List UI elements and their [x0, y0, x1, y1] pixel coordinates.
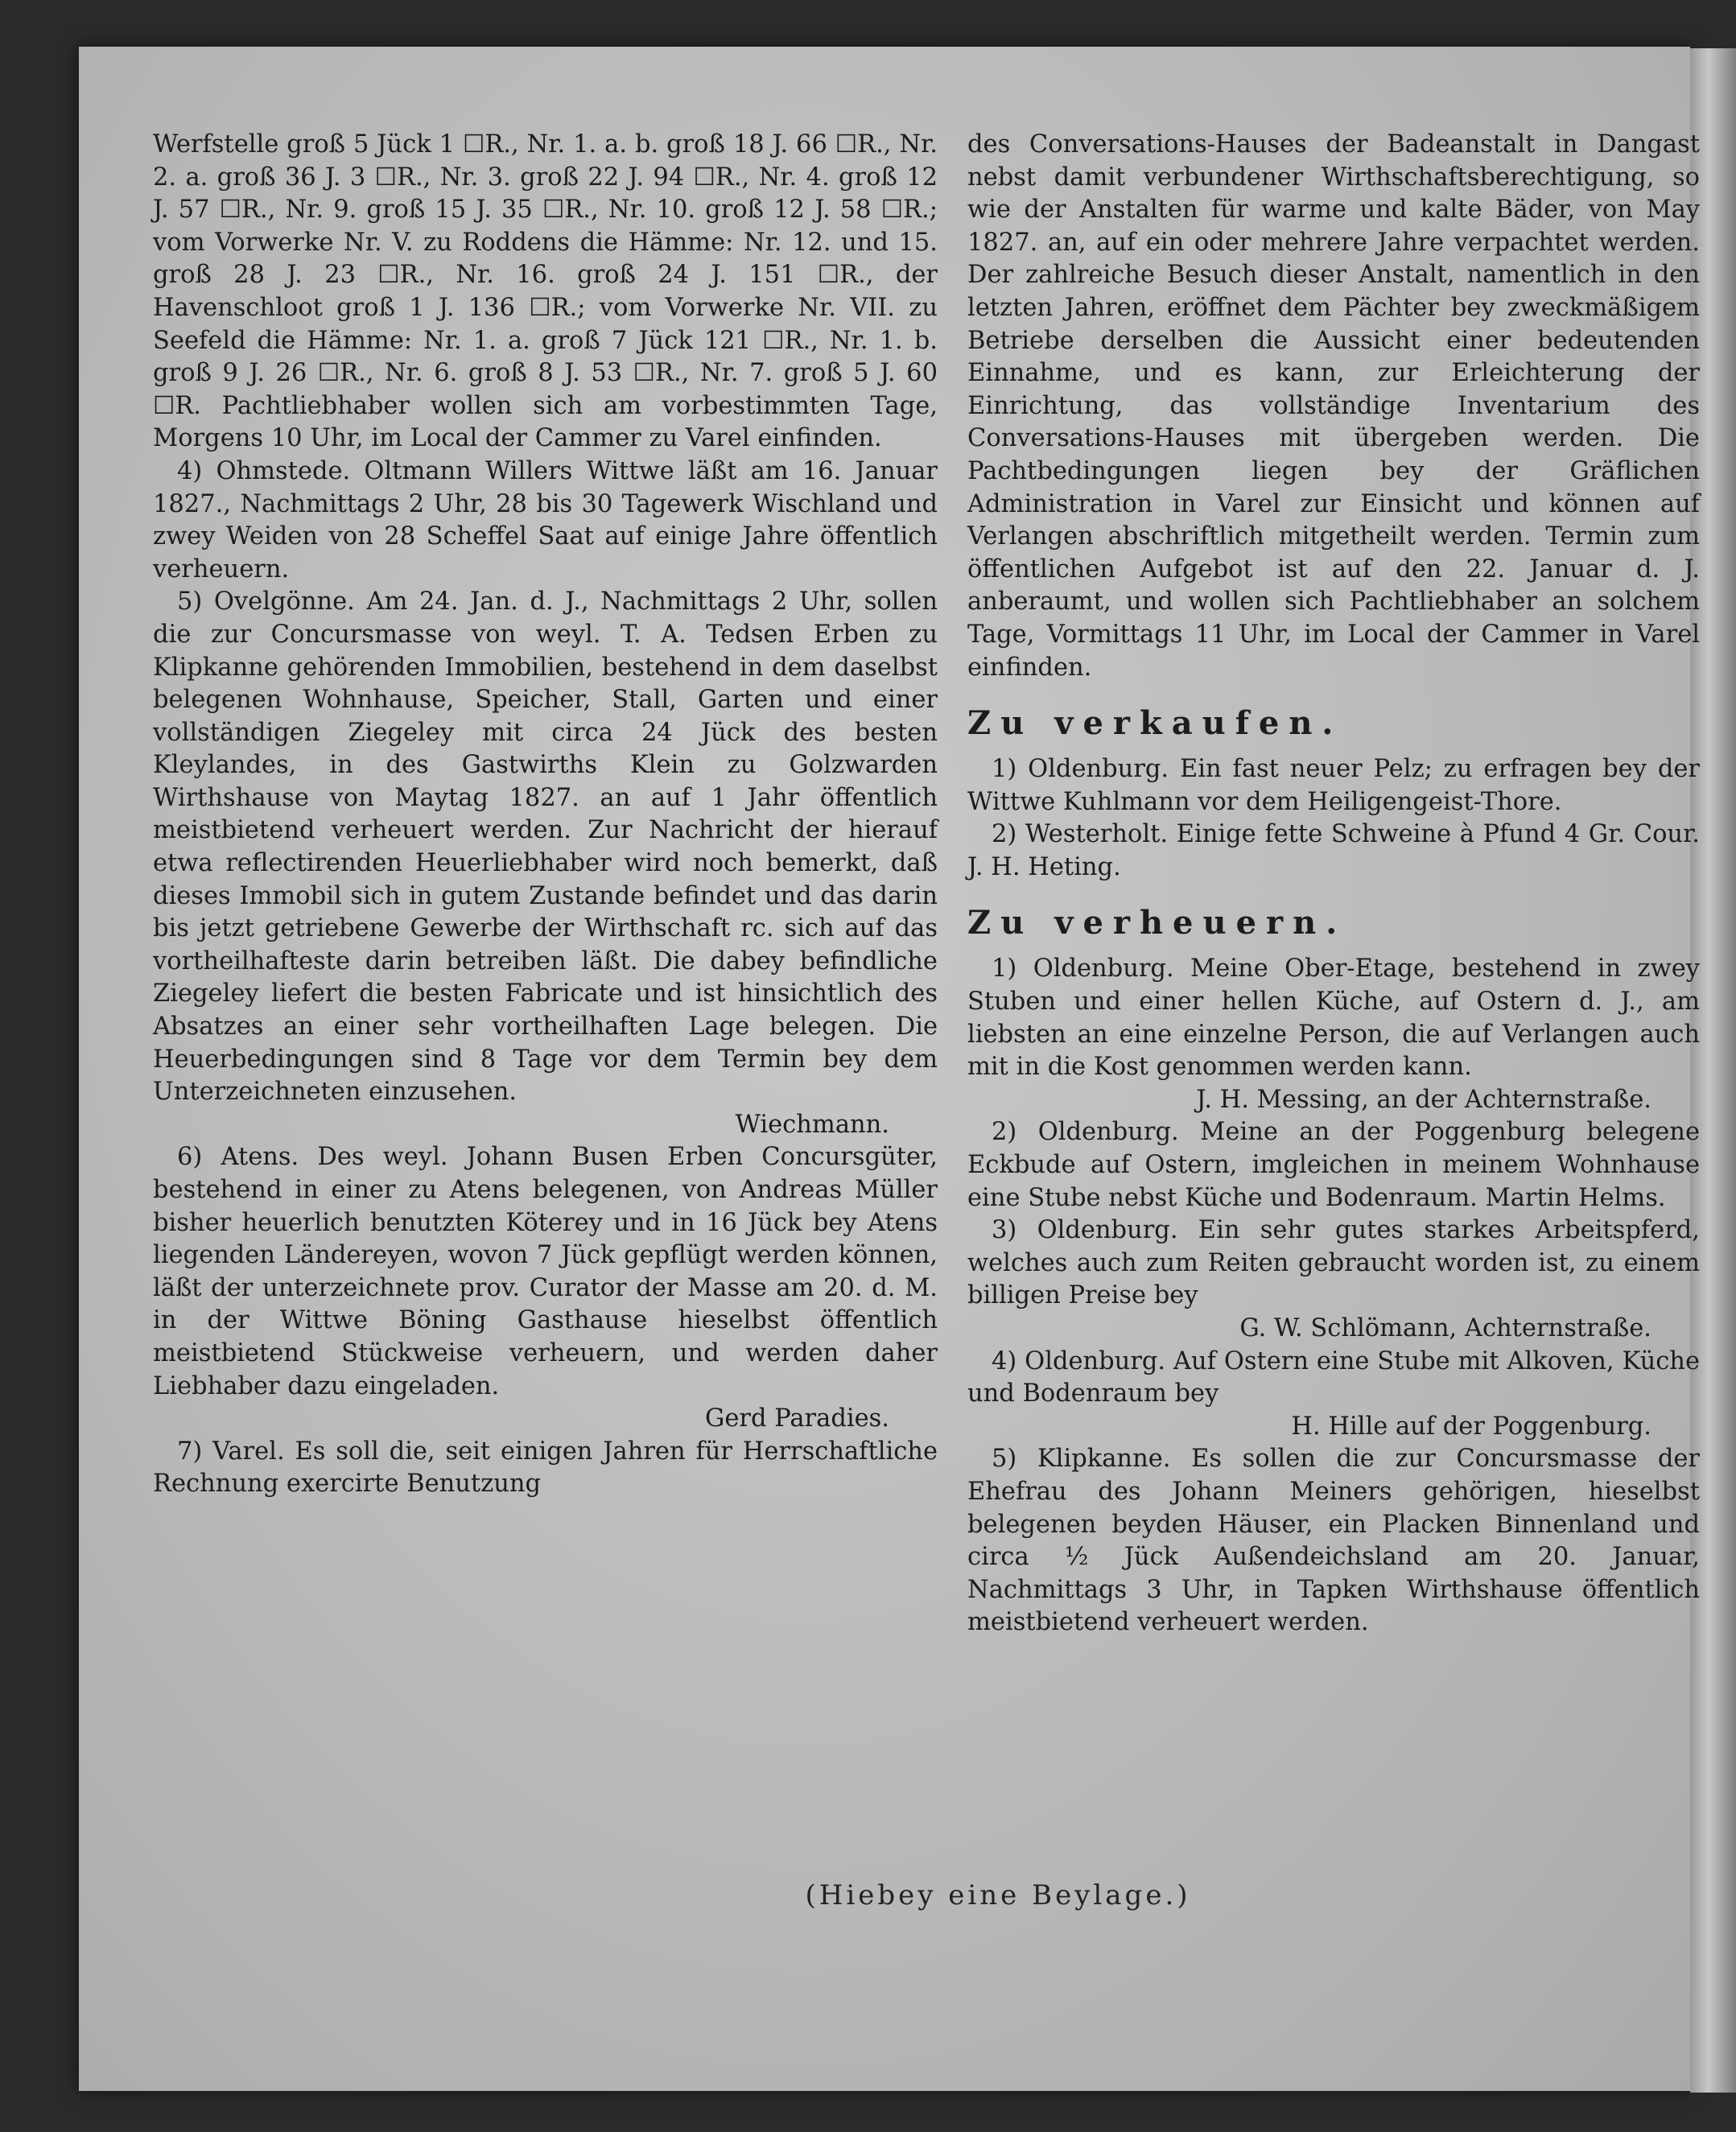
notice-paragraph: 2) Oldenburg. Meine an der Poggenburg belegene Eckbude auf Ostern, imgleichen in meinem Wohnhause eine Stube nebst Küche und Bodenraum. Martin Helms.	[967, 1118, 1700, 1212]
notice-paragraph: 1) Oldenburg. Ein fast neuer Pelz; zu erfragen bey der Wittwe Kuhlmann vor dem Heiligengeist-Thore.	[967, 755, 1700, 816]
signature-line: H. Hille auf der Poggenburg.	[1291, 1412, 1651, 1441]
notice-paragraph: 6) Atens. Des weyl. Johann Busen Erben Concursgüter, bestehend in einer zu Atens belegenen, von Andreas Müller bisher heuerlich benutzten Köterey und in 16 Jück bey Atens liegenden Ländereyen, wovon 7 Jück gepflügt werden können, läßt der unterzeichnete prov. Curator der Masse am 20. d. M. in der Wittwe Böning Gasthause hieselbst öffentlich meistbietend Stückweise verheuern, und werden daher Liebhaber dazu eingeladen.	[153, 1143, 938, 1400]
notice-paragraph: 4) Oldenburg. Auf Ostern eine Stube mit Alkoven, Küche und Bodenraum bey	[967, 1346, 1700, 1408]
signature-line: Gerd Paradies.	[705, 1404, 889, 1433]
notice-paragraph: 3) Oldenburg. Ein sehr gutes starkes Arbeitspferd, welches auch zum Reiten gebraucht worden ist, zu einem billigen Preise bey	[967, 1216, 1700, 1310]
notice-paragraph: 7) Varel. Es soll die, seit einigen Jahren für Herrschaftliche Rechnung exercirte Benutzung	[153, 1437, 938, 1499]
notice-paragraph: 5) Klipkanne. Es sollen die zur Concursmasse der Ehefrau des Johann Meiners gehörigen, hieselbst belegenen beyden Häuser, ein Placken Binnenland und circa ½ Jück Außendeichsland am 20. Januar, Nachmittags 3 Uhr, in Tapken Wirthshause öffentlich meistbietend verheuert werden.	[967, 1445, 1700, 1637]
notice-paragraph: Werfstelle groß 5 Jück 1 ☐R., Nr. 1. a. b. groß 18 J. 66 ☐R., Nr. 2. a. groß 36 J. 3 ☐R., Nr. 3. groß 22 J. 94 ☐R., Nr. 4. groß 12 J. 57 ☐R., Nr. 9. groß 15 J. 35 ☐R., Nr. 10. groß 12 J. 58 ☐R.; vom Vorwerke Nr. V. zu Roddens die Hämme: Nr. 12. und 15. groß 28 J. 23 ☐R., Nr. 16. groß 24 J. 151 ☐R., der Havenschloot groß 1 J. 136 ☐R.; vom Vorwerke Nr. VII. zu Seefeld die Hämme: Nr. 1. a. groß 7 Jück 121 ☐R., Nr. 1. b. groß 9 J. 26 ☐R., Nr. 6. groß 8 J. 53 ☐R., Nr. 7. groß 5 J. 60 ☐R. Pachtliebhaber wollen sich am vorbestimmten Tage, Morgens 10 Uhr, im Local der Cammer zu Varel einfinden.	[153, 130, 938, 453]
right-column	[967, 129, 1700, 1639]
notice-paragraph: des Conversations-Hauses der Badeanstalt in Dangast nebst damit verbundener Wirthschaftsberechtigung, so wie der Anstalten für warme und kalte Bäder, von May 1827. an, auf ein oder mehrere Jahre verpachtet werden. Der zahlreiche Besuch dieser Anstalt, namentlich in den letzten Jahren, eröffnet dem Pächter bey zweckmäßigem Betriebe derselben die Aussicht einer bedeutenden Einnahme, und es kann, zur Erleichterung der Einrichtung, das vollständige Inventarium des Conversations-Hauses mit übergeben werden. Die Pachtbedingungen liegen bey der Gräflichen Administration in Varel zur Einsicht und können auf Verlangen abschriftlich mitgetheilt werden. Termin zum öffentlichen Aufgebot ist auf den 22. Januar d. J. anberaumt, und wollen sich Pachtliebhaber an solchem Tage, Vormittags 11 Uhr, im Local der Cammer in Varel einfinden.	[967, 130, 1700, 682]
left-column	[153, 129, 938, 1501]
signature-line: G. W. Schlömann, Achternstraße.	[1239, 1314, 1651, 1342]
supplement-note: (Hiebey eine Beylage.)	[805, 1879, 1191, 1911]
signature-line: J. H. Messing, an der Achternstraße.	[1196, 1085, 1651, 1114]
notice-paragraph: 4) Ohmstede. Oltmann Willers Wittwe läßt am 16. Januar 1827., Nachmittags 2 Uhr, 28 bis 30 Tagewerk Wischland und zwey Weiden von 28 Scheffel Saat auf einige Jahre öffentlich verheuern.	[153, 456, 938, 584]
section-heading: Zu verheuern.	[967, 904, 1347, 942]
notice-paragraph: 2) Westerholt. Einige fette Schweine à Pfund 4 Gr. Cour. J. H. Heting.	[967, 820, 1700, 881]
section-heading: Zu verkaufen.	[967, 704, 1343, 743]
signature-line: Wiechmann.	[735, 1110, 889, 1139]
notice-paragraph: 1) Oldenburg. Meine Ober-Etage, bestehend in zwey Stuben und einer hellen Küche, auf Ostern d. J., am liebsten an eine einzelne Person, die auf Verlangen auch mit in die Kost genommen werden kann.	[967, 955, 1700, 1082]
notice-paragraph: 5) Ovelgönne. Am 24. Jan. d. J., Nachmittags 2 Uhr, sollen die zur Concursmasse von weyl. T. A. Tedsen Erben zu Klipkanne gehörenden Immobilien, bestehend in dem daselbst belegenen Wohnhause, Speicher, Stall, Garten und einer vollständigen Ziegeley mit circa 24 Jück des besten Kleylandes, in des Gastwirths Klein zu Golzwarden Wirthshause von Maytag 1827. an auf 1 Jahr öffentlich meistbietend verheuert werden. Zur Nachricht der hierauf etwa reflectirenden Heuerliebhaber wird noch bemerkt, daß dieses Immobil sich in gutem Zustande befindet und das darin bis jetzt getriebene Gewerbe der Wirthschaft rc. sich auf das vortheilhafteste darin betreiben läßt. Die dabey befindliche Ziegeley liefert die besten Fabricate und ist hinsichtlich des Absatzes an einer sehr vortheilhaften Lage belegen. Die Heuerbedingungen sind 8 Tage vor dem Termin bey dem Unterzeichneten einzusehen.	[153, 588, 938, 1107]
